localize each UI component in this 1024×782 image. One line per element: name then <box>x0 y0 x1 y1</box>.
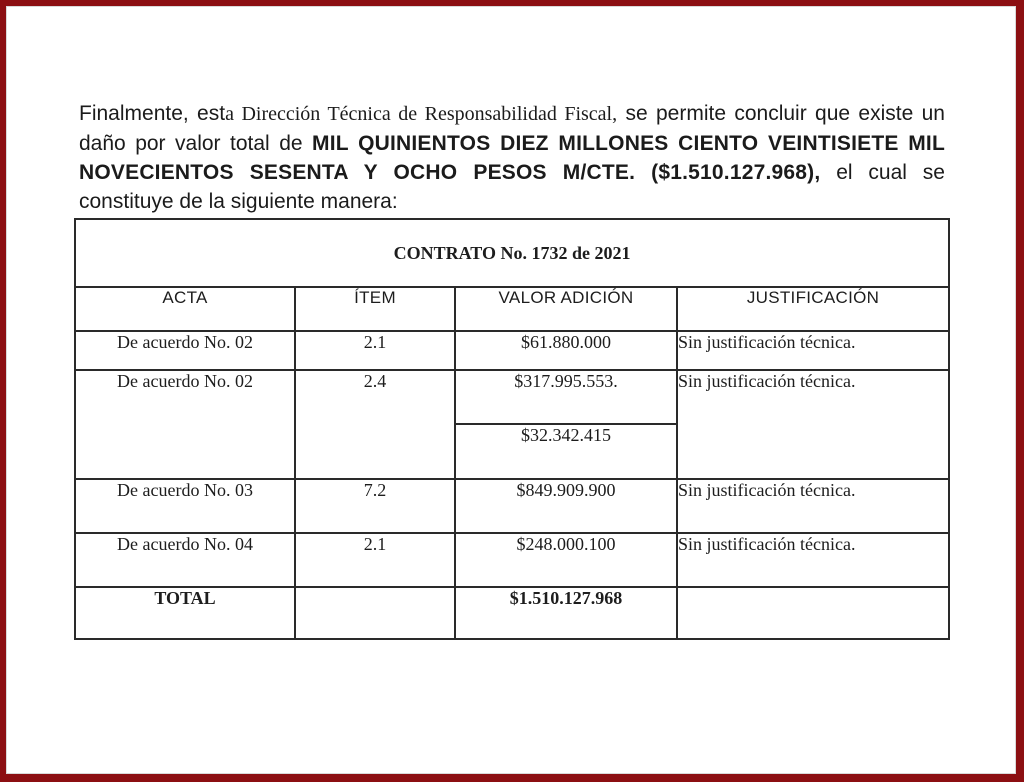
cell-justificacion: Sin justificación técnica. <box>677 370 949 479</box>
table-row <box>75 331 949 370</box>
paragraph-text-serif: a Dirección Técnica de Responsabilidad Fiscal, <box>225 103 618 125</box>
table-row <box>75 479 949 533</box>
cell-justificacion: Sin justificación técnica. <box>677 479 949 533</box>
contract-title: CONTRATO No. 1732 de 2021 <box>75 219 949 287</box>
header-valor-adicion: VALOR ADICIÓN <box>455 287 677 331</box>
cell-valor: $248.000.100 <box>455 533 677 587</box>
cell-acta: De acuerdo No. 02 <box>75 370 295 479</box>
cell-item: 2.1 <box>295 533 455 587</box>
total-justificacion-empty <box>677 587 949 639</box>
table-row <box>75 370 949 424</box>
header-item: ÍTEM <box>295 287 455 331</box>
cell-justificacion: Sin justificación técnica. <box>677 533 949 587</box>
cell-item: 2.1 <box>295 331 455 370</box>
cell-valor-secondary: $32.342.415 <box>455 424 677 479</box>
cell-valor: $849.909.900 <box>455 479 677 533</box>
paragraph-text-end: el cual se constituye de la siguiente manera: <box>79 161 945 213</box>
header-justificacion: JUSTIFICACIÓN <box>677 287 949 331</box>
document-page <box>6 6 1016 774</box>
contract-table <box>74 218 950 640</box>
paragraph-text-start: Finalmente, est <box>79 102 226 125</box>
conclusion-paragraph <box>79 99 945 216</box>
cell-valor: $61.880.000 <box>455 331 677 370</box>
paragraph-text-middle: se permite concluir que existe un daño por valor total de <box>79 102 945 155</box>
table-row <box>75 533 949 587</box>
cell-acta: De acuerdo No. 03 <box>75 479 295 533</box>
paragraph-amount-bold: MIL QUINIENTOS DIEZ MILLONES CIENTO VEINTISIETE MIL NOVECIENTOS SESENTA Y OCHO PESOS M/CTE. ($1.510.127.968), <box>79 132 945 184</box>
total-row <box>75 587 949 639</box>
table-header-row <box>75 287 949 331</box>
total-value: $1.510.127.968 <box>455 587 677 639</box>
cell-justificacion: Sin justificación técnica. <box>677 331 949 370</box>
total-label: TOTAL <box>75 587 295 639</box>
header-acta: ACTA <box>75 287 295 331</box>
total-item-empty <box>295 587 455 639</box>
cell-item: 7.2 <box>295 479 455 533</box>
cell-acta: De acuerdo No. 02 <box>75 331 295 370</box>
cell-item: 2.4 <box>295 370 455 479</box>
table-title-row <box>75 219 949 287</box>
cell-acta: De acuerdo No. 04 <box>75 533 295 587</box>
cell-valor: $317.995.553. <box>455 370 677 424</box>
